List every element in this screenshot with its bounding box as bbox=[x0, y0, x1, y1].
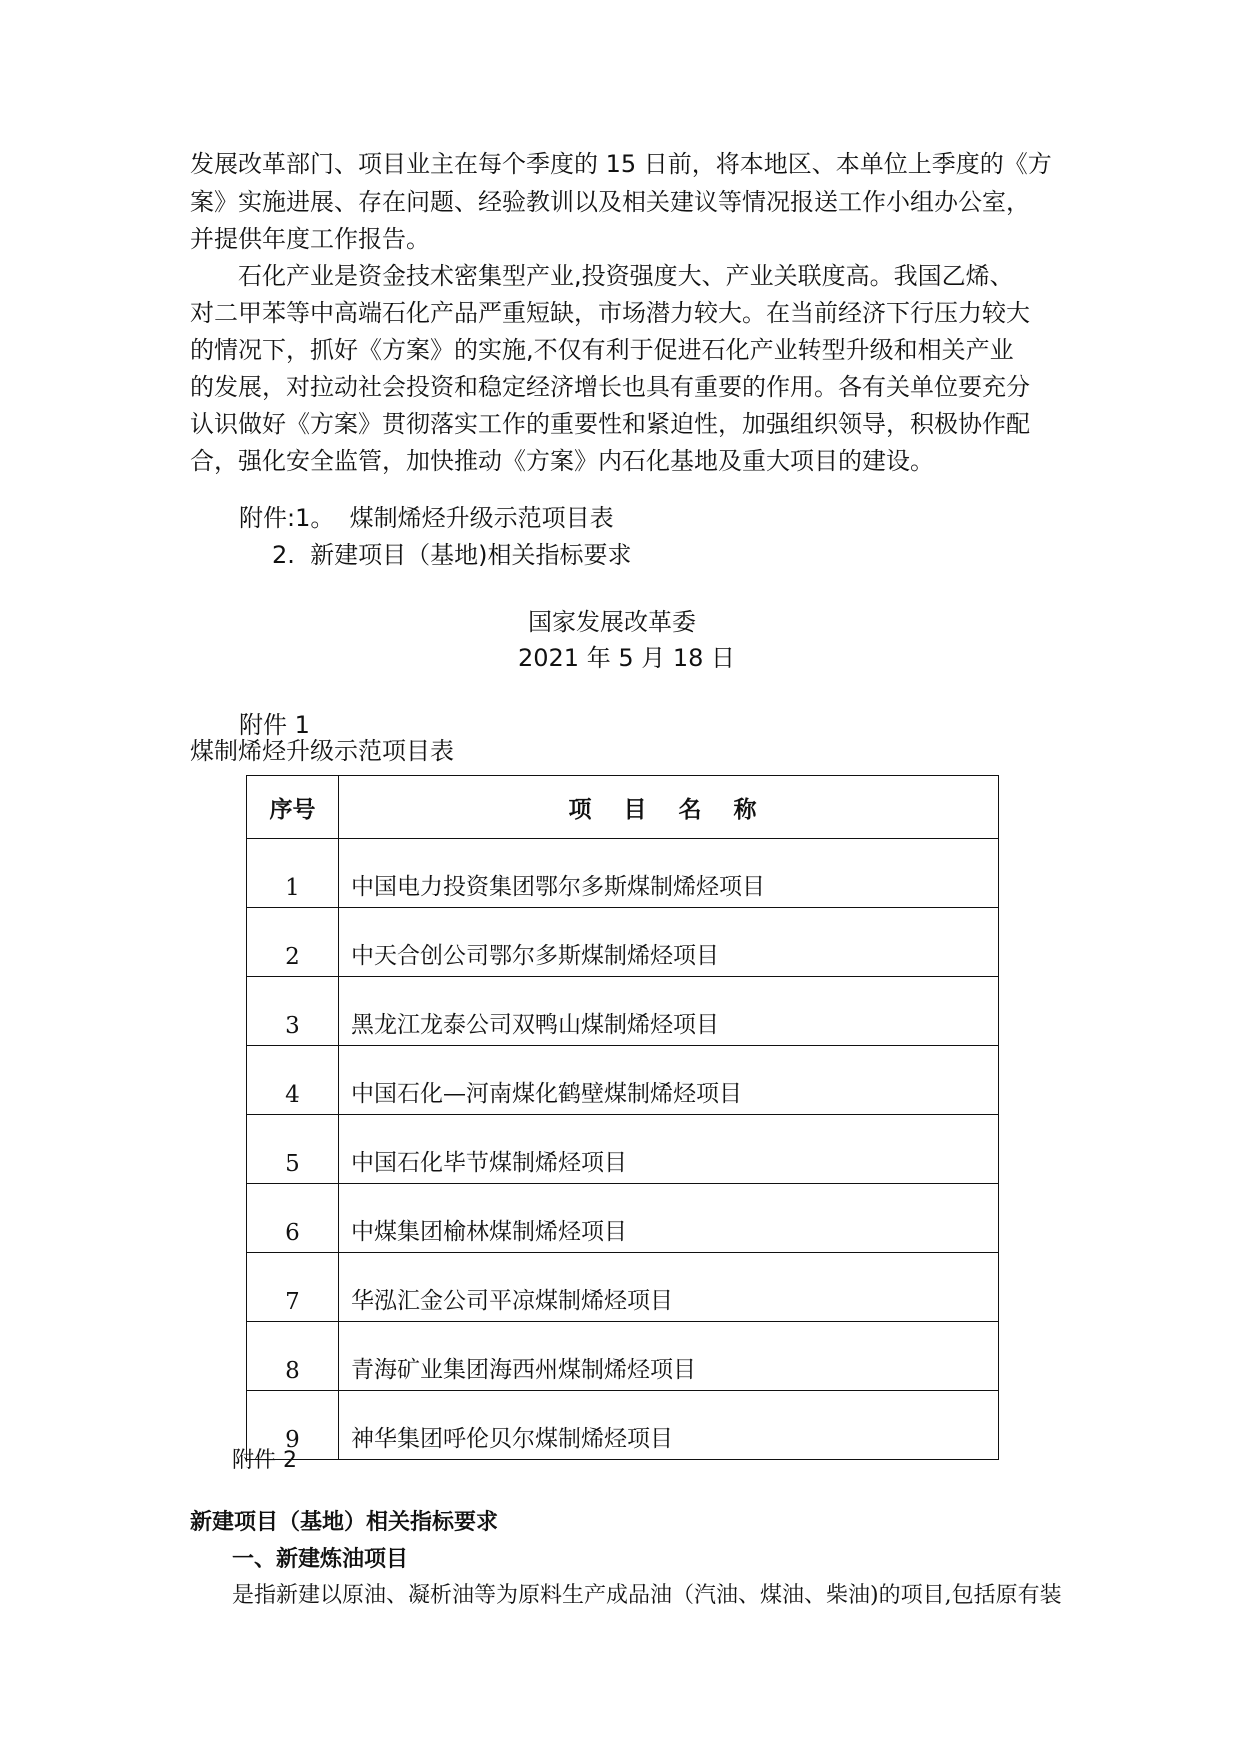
row-project-name: 青海矿业集团海西州煤制烯烃项目 bbox=[339, 1322, 999, 1391]
paragraph-line: 认识做好《方案》贯彻落实工作的重要性和紧迫性，加强组织领导，积极协作配 bbox=[190, 410, 1030, 438]
table-row bbox=[247, 1184, 999, 1253]
row-index: 9 bbox=[247, 1391, 339, 1460]
table-row bbox=[247, 1391, 999, 1460]
row-project-name: 中国石化毕节煤制烯烃项目 bbox=[339, 1115, 999, 1184]
row-project-name: 神华集团呼伦贝尔煤制烯烃项目 bbox=[339, 1391, 999, 1460]
row-index: 2 bbox=[247, 908, 339, 977]
paragraph-line: 合，强化安全监管，加快推动《方案》内石化基地及重大项目的建设。 bbox=[190, 447, 934, 475]
annex2-label: 附件 2 bbox=[232, 1448, 297, 1473]
paragraph-line: 石化产业是资金技术密集型产业,投资强度大、产业关联度高。我国乙烯、 bbox=[238, 262, 1014, 290]
table-row bbox=[247, 1253, 999, 1322]
project-table bbox=[246, 775, 999, 1460]
signature-date: 2021 年 5 月 18 日 bbox=[518, 644, 736, 672]
paragraph-line: 并提供年度工作报告。 bbox=[190, 225, 430, 253]
paragraph-line: 对二甲苯等中高端石化产品严重短缺，市场潜力较大。在当前经济下行压力较大 bbox=[190, 299, 1030, 327]
col-header-name: 项 目 名 称 bbox=[339, 776, 999, 839]
table-header-row bbox=[247, 776, 999, 839]
annex2-title: 新建项目（基地）相关指标要求 bbox=[190, 1510, 499, 1535]
table-row bbox=[247, 1322, 999, 1391]
row-index: 8 bbox=[247, 1322, 339, 1391]
row-index: 5 bbox=[247, 1115, 339, 1184]
paragraph-line: 发展改革部门、项目业主在每个季度的 15 日前，将本地区、本单位上季度的《方 bbox=[190, 150, 1052, 178]
row-index: 6 bbox=[247, 1184, 339, 1253]
annex1-title: 煤制烯烃升级示范项目表 bbox=[190, 737, 454, 765]
paragraph-line: 的情况下，抓好《方案》的实施,不仅有利于促进石化产业转型升级和相关产业 bbox=[190, 336, 1014, 364]
row-project-name: 黑龙江龙泰公司双鸭山煤制烯烃项目 bbox=[339, 977, 999, 1046]
row-project-name: 中国石化—河南煤化鹤壁煤制烯烃项目 bbox=[339, 1046, 999, 1115]
table-row bbox=[247, 1046, 999, 1115]
row-index: 7 bbox=[247, 1253, 339, 1322]
table-row bbox=[247, 839, 999, 908]
signature-org: 国家发展改革委 bbox=[528, 608, 696, 636]
row-project-name: 中天合创公司鄂尔多斯煤制烯烃项目 bbox=[339, 908, 999, 977]
paragraph-line: 的发展，对拉动社会投资和稳定经济增长也具有重要的作用。各有关单位要充分 bbox=[190, 373, 1030, 401]
annex1-label: 附件 1 bbox=[239, 711, 310, 739]
table-row bbox=[247, 977, 999, 1046]
col-header-index: 序号 bbox=[247, 776, 339, 839]
annex2-body-line: 是指新建以原油、凝析油等为原料生产成品油（汽油、煤油、柴油)的项目,包括原有装 bbox=[232, 1583, 1062, 1608]
row-index: 3 bbox=[247, 977, 339, 1046]
row-index: 4 bbox=[247, 1046, 339, 1115]
paragraph-line: 案》实施进展、存在问题、经验教训以及相关建议等情况报送工作小组办公室， bbox=[190, 188, 1030, 216]
row-project-name: 中煤集团榆林煤制烯烃项目 bbox=[339, 1184, 999, 1253]
table-row bbox=[247, 1115, 999, 1184]
row-index: 1 bbox=[247, 839, 339, 908]
attachment-line-1: 附件:1。 煤制烯烃升级示范项目表 bbox=[239, 504, 614, 532]
attachment-line-2: 2. 新建项目（基地)相关指标要求 bbox=[272, 541, 632, 569]
table-row bbox=[247, 908, 999, 977]
row-project-name: 华泓汇金公司平凉煤制烯烃项目 bbox=[339, 1253, 999, 1322]
row-project-name: 中国电力投资集团鄂尔多斯煤制烯烃项目 bbox=[339, 839, 999, 908]
annex2-section-heading: 一、新建炼油项目 bbox=[232, 1547, 409, 1572]
